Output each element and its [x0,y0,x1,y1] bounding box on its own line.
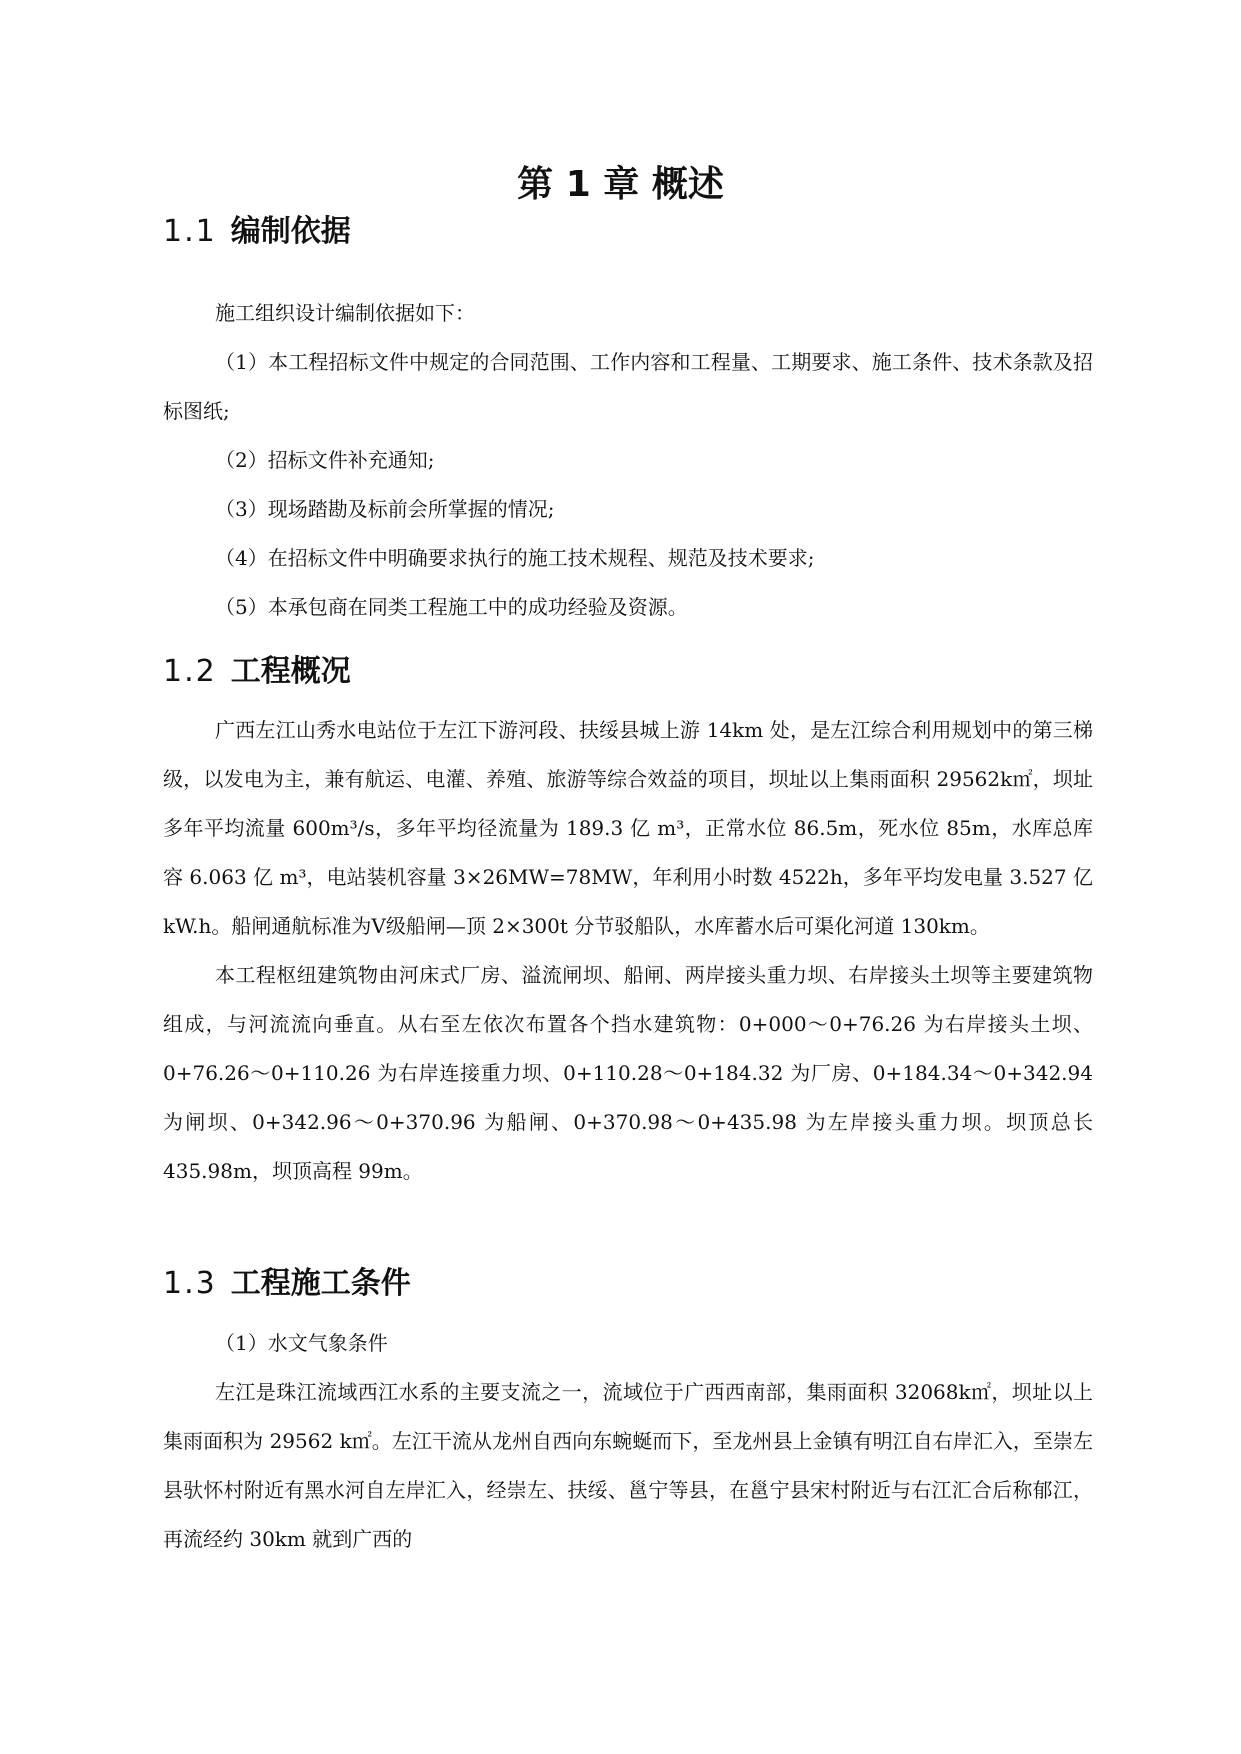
list-item: （2）招标文件补充通知; [215,448,435,472]
paragraph: 左江是珠江流域西江水系的主要支流之一，流域位于广西西南部，集雨面积 32068k㎡，坝址以上集雨面积为 29562 k㎡。左江干流从龙州自西向东蜿蜒而下，至龙州县上金镇有明江自右岸汇入，至崇左县驮怀村附近有黑水河自左岸汇入，经崇左、扶绥、邕宁等县，在邕宁县宋村附近与右江汇合后称郁江，再流经约 30km 就到广西的 [163,1380,1093,1551]
list-item: （3）现场踏勘及标前会所掌握的情况; [215,497,555,521]
paragraph: 施工组织设计编制依据如下： [215,301,475,325]
section-title: 编制依据 [230,214,351,249]
section-body-1-3 [163,1319,1093,1564]
paragraph: 本工程枢纽建筑物由河床式厂房、溢流闸坝、船闸、两岸接头重力坝、右岸接头土坝等主要建筑物组成，与河流流向垂直。从右至左依次布置各个挡水建筑物：0+000～0+76.26 为右岸接头土坝、0+76.26～0+110.26 为右岸连接重力坝、0+110.28～0+184.32 为厂房、0+184.34～0+342.94 为闸坝、0+342.96～0+370.96 为船闸、0+370.98～0+435.98 为左岸接头重力坝。坝顶总长 435.98m，坝顶高程 99m。 [163,963,1093,1183]
list-item: （5）本承包商在同类工程施工中的成功经验及资源。 [215,595,688,619]
chapter-title: 第 1 章 概述 [517,164,724,205]
section-title: 工程概况 [230,654,351,689]
section-number: 1.1 [163,214,217,249]
section-heading-1-2 [163,650,351,694]
section-body-1-2 [163,706,1093,1196]
subheading: （1）水文气象条件 [215,1331,388,1355]
section-heading-1-1 [163,210,351,254]
section-number: 1.2 [163,654,217,689]
paragraph: 广西左江山秀水电站位于左江下游河段、扶绥县城上游 14km 处，是左江综合利用规划中的第三梯级，以发电为主，兼有航运、电灌、养殖、旅游等综合效益的项目，坝址以上集雨面积 29562k㎡，坝址多年平均流量 600m³/s，多年平均径流量为 189.3 亿 m³，正常水位 86.5m，死水位 85m，水库总库容 6.063 亿 m³，电站装机容量 3×26MW=78MW，年利用小时数 4522h，多年平均发电量 3.527 亿 kW.h。船闸通航标准为Ⅴ级船闸—顶 2×300t 分节驳船队，水库蓄水后可渠化河道 130km。 [163,718,1093,938]
section-title: 工程施工条件 [230,1266,411,1301]
list-item: （4）在招标文件中明确要求执行的施工技术规程、规范及技术要求; [215,546,815,570]
section-number: 1.3 [163,1266,217,1301]
section-body-1-1 [163,289,1093,632]
list-item: （1）本工程招标文件中规定的合同范围、工作内容和工程量、工期要求、施工条件、技术条款及招标图纸; [163,350,1093,423]
section-heading-1-3 [163,1262,411,1306]
